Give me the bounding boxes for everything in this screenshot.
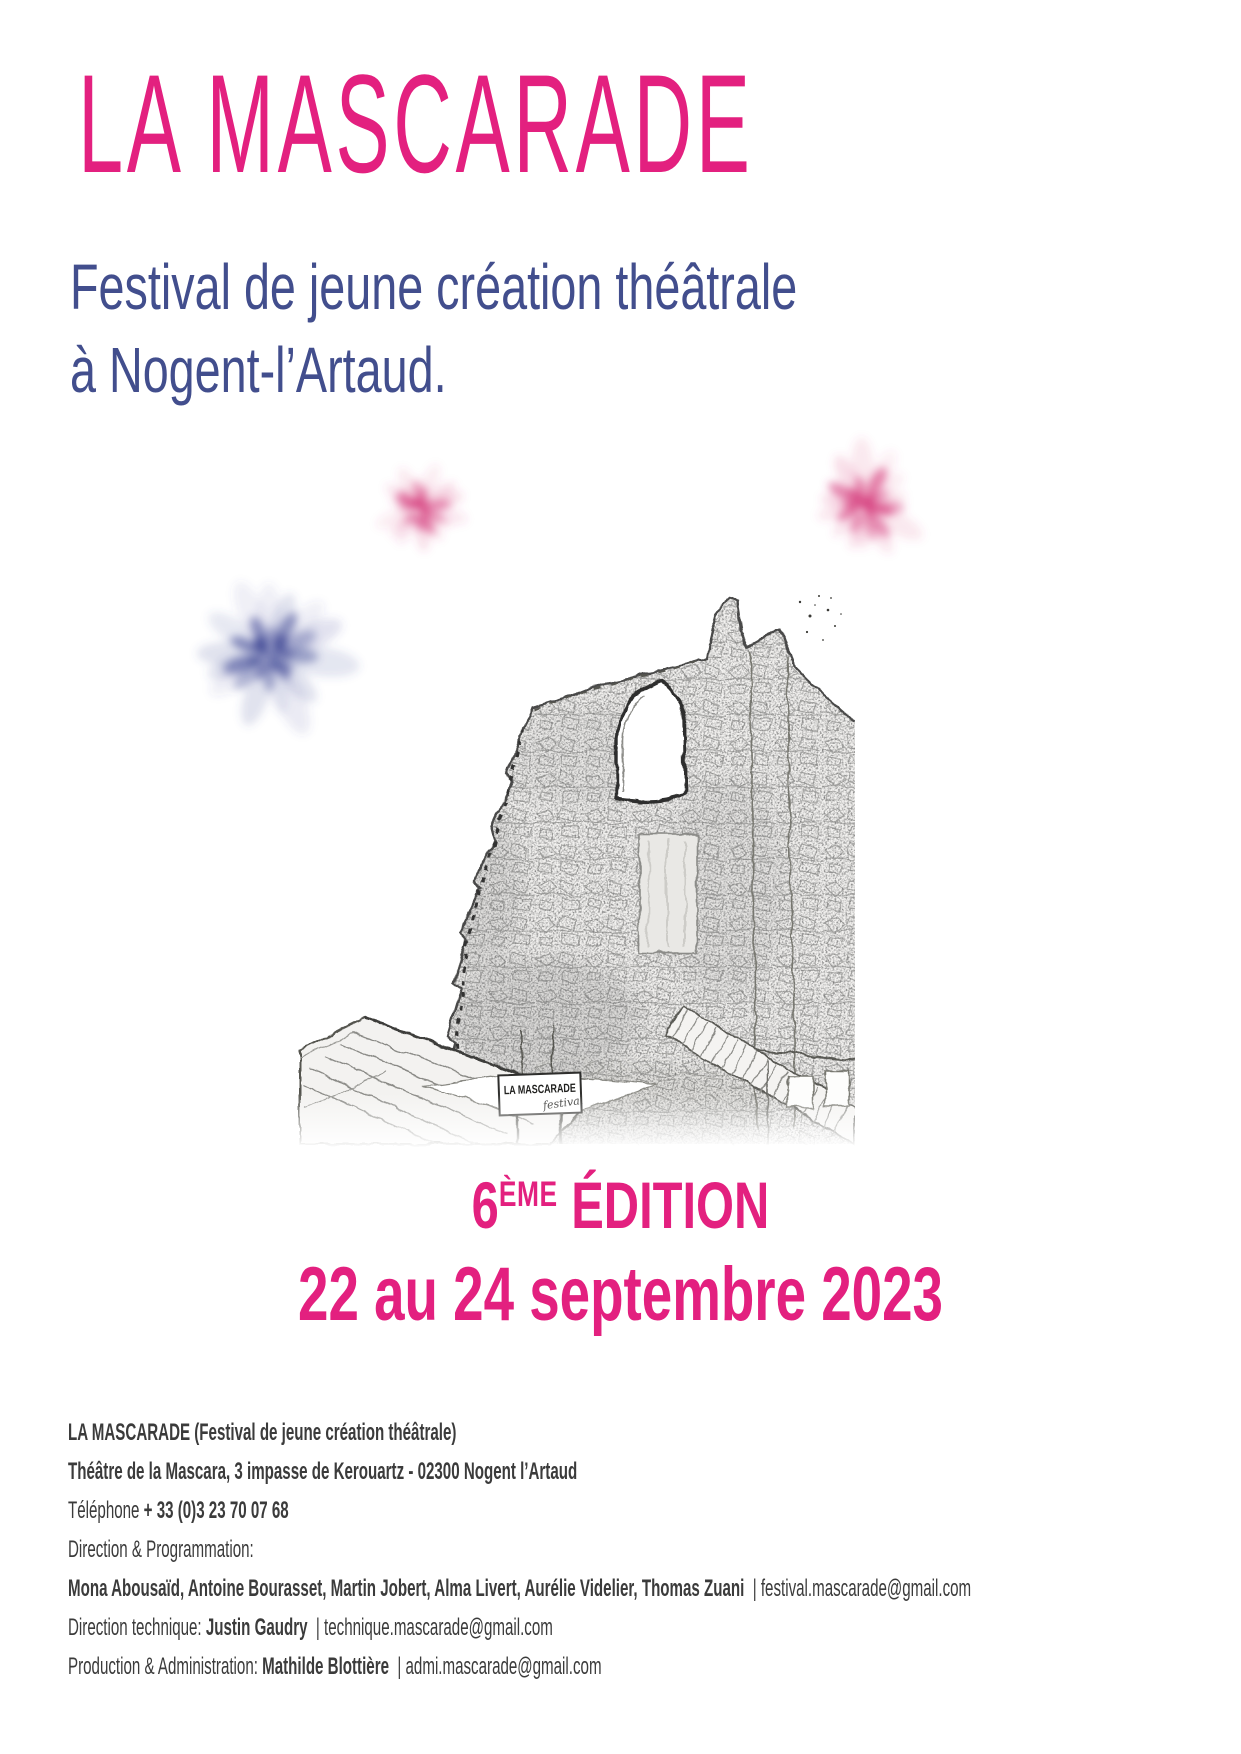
festival-title: LA MASCARADE	[78, 45, 754, 202]
edition-heading	[161, 1168, 1079, 1242]
sign-title-text: LA MASCARADE	[503, 1079, 601, 1098]
castle-ruins-sketch	[295, 588, 855, 1148]
festival-subtitle	[70, 246, 797, 412]
edition-ordinal-suffix: ÈME	[498, 1173, 558, 1214]
bottom-fade	[295, 1093, 855, 1148]
wall-opening	[639, 834, 697, 952]
edition-number: 6	[471, 1168, 499, 1242]
festival-dates: 22 au 24 septembre 2023	[298, 1252, 943, 1337]
footer-line-address: Théâtre de la Mascara, 3 impasse de Kerouartz - 02300 Nogent l’Artaud	[68, 1458, 578, 1485]
subtitle-line-2: à Nogent-l’Artaud.	[70, 334, 447, 407]
footer-line-direction-technique: Direction technique: Justin Gaudry | technique.mascarade@gmail.com	[68, 1614, 553, 1641]
contact-info	[68, 1421, 1241, 1694]
footer-line-team: Mona Abousaïd, Antoine Bourasset, Martin Jobert, Alma Livert, Aurélie Videlier, Thomas Zuani | festival.mascarade@gmail.com	[68, 1575, 972, 1602]
footer-line-organisation: LA MASCARADE (Festival de jeune création théâtrale)	[68, 1419, 457, 1446]
footer-line-production-administration: Production & Administration: Mathilde Blottière | admi.mascarade@gmail.com	[68, 1653, 602, 1680]
edition-word: ÉDITION	[571, 1168, 770, 1242]
subtitle-line-1: Festival de jeune création théâtrale	[70, 251, 798, 323]
debris-speckles	[799, 595, 842, 641]
footer-line-phone: Téléphone + 33 (0)3 23 70 07 68	[68, 1497, 289, 1524]
paint-splash-pink-small	[345, 437, 495, 587]
paint-splash-pink-large	[783, 423, 953, 593]
footer-line-direction-programmation: Direction & Programmation:	[68, 1536, 254, 1563]
